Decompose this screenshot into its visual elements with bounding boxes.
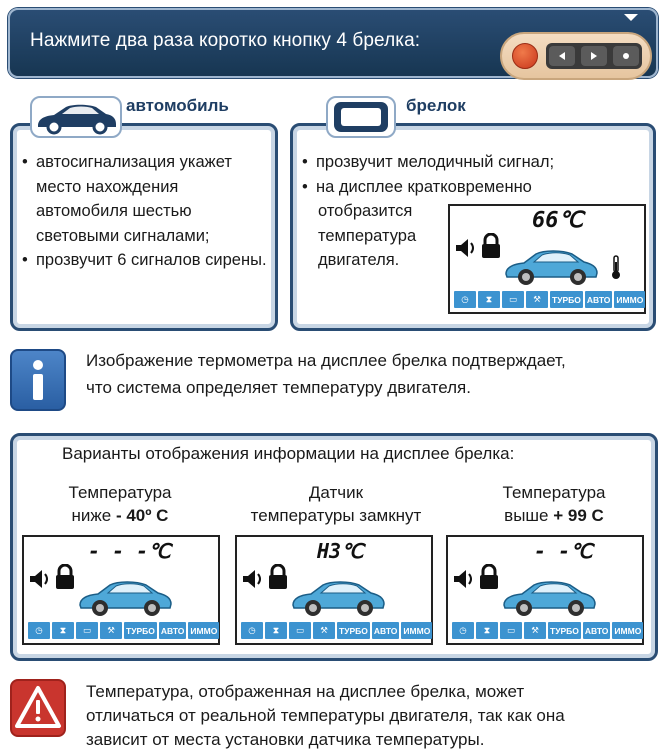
fob-display-icon xyxy=(328,98,394,136)
variant-label-high xyxy=(458,481,650,527)
clock-icon: ◷ xyxy=(241,622,263,639)
wrench-icon: ⚒ xyxy=(313,622,335,639)
wrench-icon: ⚒ xyxy=(524,622,546,639)
wrench-icon: ⚒ xyxy=(100,622,122,639)
fob-badge xyxy=(326,96,396,138)
car-badge xyxy=(30,96,122,138)
warning-triangle-icon xyxy=(10,679,66,737)
lcd-temperature-readout: 66℃ xyxy=(532,208,584,233)
fob-lcd-display xyxy=(448,204,646,314)
fob-button-right-icon xyxy=(581,46,607,66)
variant-label-line xyxy=(458,504,650,527)
fob-led-icon xyxy=(512,43,538,69)
lcd-variant-low xyxy=(22,535,220,645)
car-lift-icon: ▭ xyxy=(76,622,98,639)
instruction-banner xyxy=(8,8,658,78)
siren-icon xyxy=(454,236,478,260)
fob-button-4-icon xyxy=(613,46,639,66)
lcd-temperature-readout: - -℃ xyxy=(534,539,593,563)
variant-label-line: Датчик xyxy=(308,483,364,502)
variants-title: Варианты отображения информации на дисплее брелка: xyxy=(62,444,515,463)
variant-label-prefix: ниже xyxy=(71,506,116,525)
lcd-icon-row xyxy=(241,622,432,639)
fob-bullets xyxy=(302,150,652,199)
car-lift-icon: ▭ xyxy=(289,622,311,639)
hourglass-icon: ⧗ xyxy=(52,622,74,639)
variant-label-low xyxy=(24,481,216,527)
clock-icon: ◷ xyxy=(454,291,476,308)
immo-indicator: ИММО xyxy=(614,291,645,308)
turbo-indicator: ТУРБО xyxy=(548,622,581,639)
variant-label-value: + 99 С xyxy=(553,506,604,525)
lcd-icon-row xyxy=(28,622,219,639)
warning-text xyxy=(86,680,565,752)
wrench-icon: ⚒ xyxy=(526,291,548,308)
info-text xyxy=(86,347,566,401)
auto-indicator: АВТО xyxy=(583,622,611,639)
variant-label-line xyxy=(226,504,446,527)
lcd-variant-shorted xyxy=(235,535,433,645)
lcd-icon-row xyxy=(454,291,645,308)
variant-label-prefix: выше xyxy=(504,506,554,525)
variant-label-line xyxy=(24,504,216,527)
immo-indicator: ИММО xyxy=(401,622,432,639)
lock-icon xyxy=(480,233,502,259)
siren-icon xyxy=(28,567,52,591)
car-lift-icon: ▭ xyxy=(500,622,522,639)
car-bullets xyxy=(22,150,272,273)
fob-continuation-text: отобразится температура двигателя. xyxy=(318,202,417,269)
immo-indicator: ИММО xyxy=(612,622,643,639)
variant-label-shorted xyxy=(226,481,446,527)
fob-button-left-icon xyxy=(549,46,575,66)
auto-indicator: АВТО xyxy=(372,622,400,639)
fob-panel-title: брелок xyxy=(406,96,466,115)
warning-line: отличаться от реальной температуры двигателя, так как она xyxy=(86,706,565,725)
key-fob-illustration xyxy=(500,32,652,80)
lcd-variant-high xyxy=(446,535,644,645)
warning-line: зависит от места установки датчика температуры. xyxy=(86,730,485,749)
auto-indicator: АВТО xyxy=(159,622,187,639)
info-line: Изображение термометра на дисплее брелка подтверждает, xyxy=(86,351,566,370)
variant-label-value: - 40º С xyxy=(115,506,169,525)
lcd-temperature-readout: - - -℃ xyxy=(88,539,171,563)
warning-line: Температура, отображенная на дисплее брелка, может xyxy=(86,682,525,701)
lock-icon xyxy=(478,564,500,590)
siren-icon xyxy=(241,567,265,591)
car-lift-icon: ▭ xyxy=(502,291,524,308)
list-item: • на дисплее кратковременно xyxy=(302,175,652,200)
info-line: что система определяет температуру двигателя. xyxy=(86,378,471,397)
hourglass-icon: ⧗ xyxy=(478,291,500,308)
turbo-indicator: ТУРБО xyxy=(124,622,157,639)
variant-label-line: Температура xyxy=(502,483,606,502)
car-illustration xyxy=(289,573,387,619)
variant-label-prefix: температуры замкнут xyxy=(250,506,422,525)
immo-indicator: ИММО xyxy=(188,622,219,639)
car-illustration xyxy=(500,573,598,619)
variant-label-line: Температура xyxy=(68,483,172,502)
clock-icon: ◷ xyxy=(28,622,50,639)
dropdown-arrow-icon xyxy=(624,14,638,21)
banner-instruction-text: Нажмите два раза коротко кнопку 4 брелка: xyxy=(30,30,421,51)
lcd-icon-row xyxy=(452,622,643,639)
auto-indicator: АВТО xyxy=(585,291,613,308)
hourglass-icon: ⧗ xyxy=(265,622,287,639)
turbo-indicator: ТУРБО xyxy=(337,622,370,639)
car-panel-title: автомобиль xyxy=(126,96,229,115)
lock-icon xyxy=(267,564,289,590)
lcd-temperature-readout: Н3℃ xyxy=(317,539,364,563)
list-item: • прозвучит 6 сигналов сирены. xyxy=(22,248,272,273)
list-item: • прозвучит мелодичный сигнал; xyxy=(302,150,652,175)
info-icon xyxy=(10,349,66,411)
car-illustration xyxy=(76,573,174,619)
thermometer-icon xyxy=(610,254,624,280)
lock-icon xyxy=(54,564,76,590)
siren-icon xyxy=(452,567,476,591)
hourglass-icon: ⧗ xyxy=(476,622,498,639)
car-illustration xyxy=(502,242,600,288)
car-icon xyxy=(32,98,120,136)
turbo-indicator: ТУРБО xyxy=(550,291,583,308)
fob-buttons xyxy=(546,43,642,69)
clock-icon: ◷ xyxy=(452,622,474,639)
list-item: • автосигнализация укажет место нахождения автомобиля шестью световыми сигналами; xyxy=(22,150,272,248)
